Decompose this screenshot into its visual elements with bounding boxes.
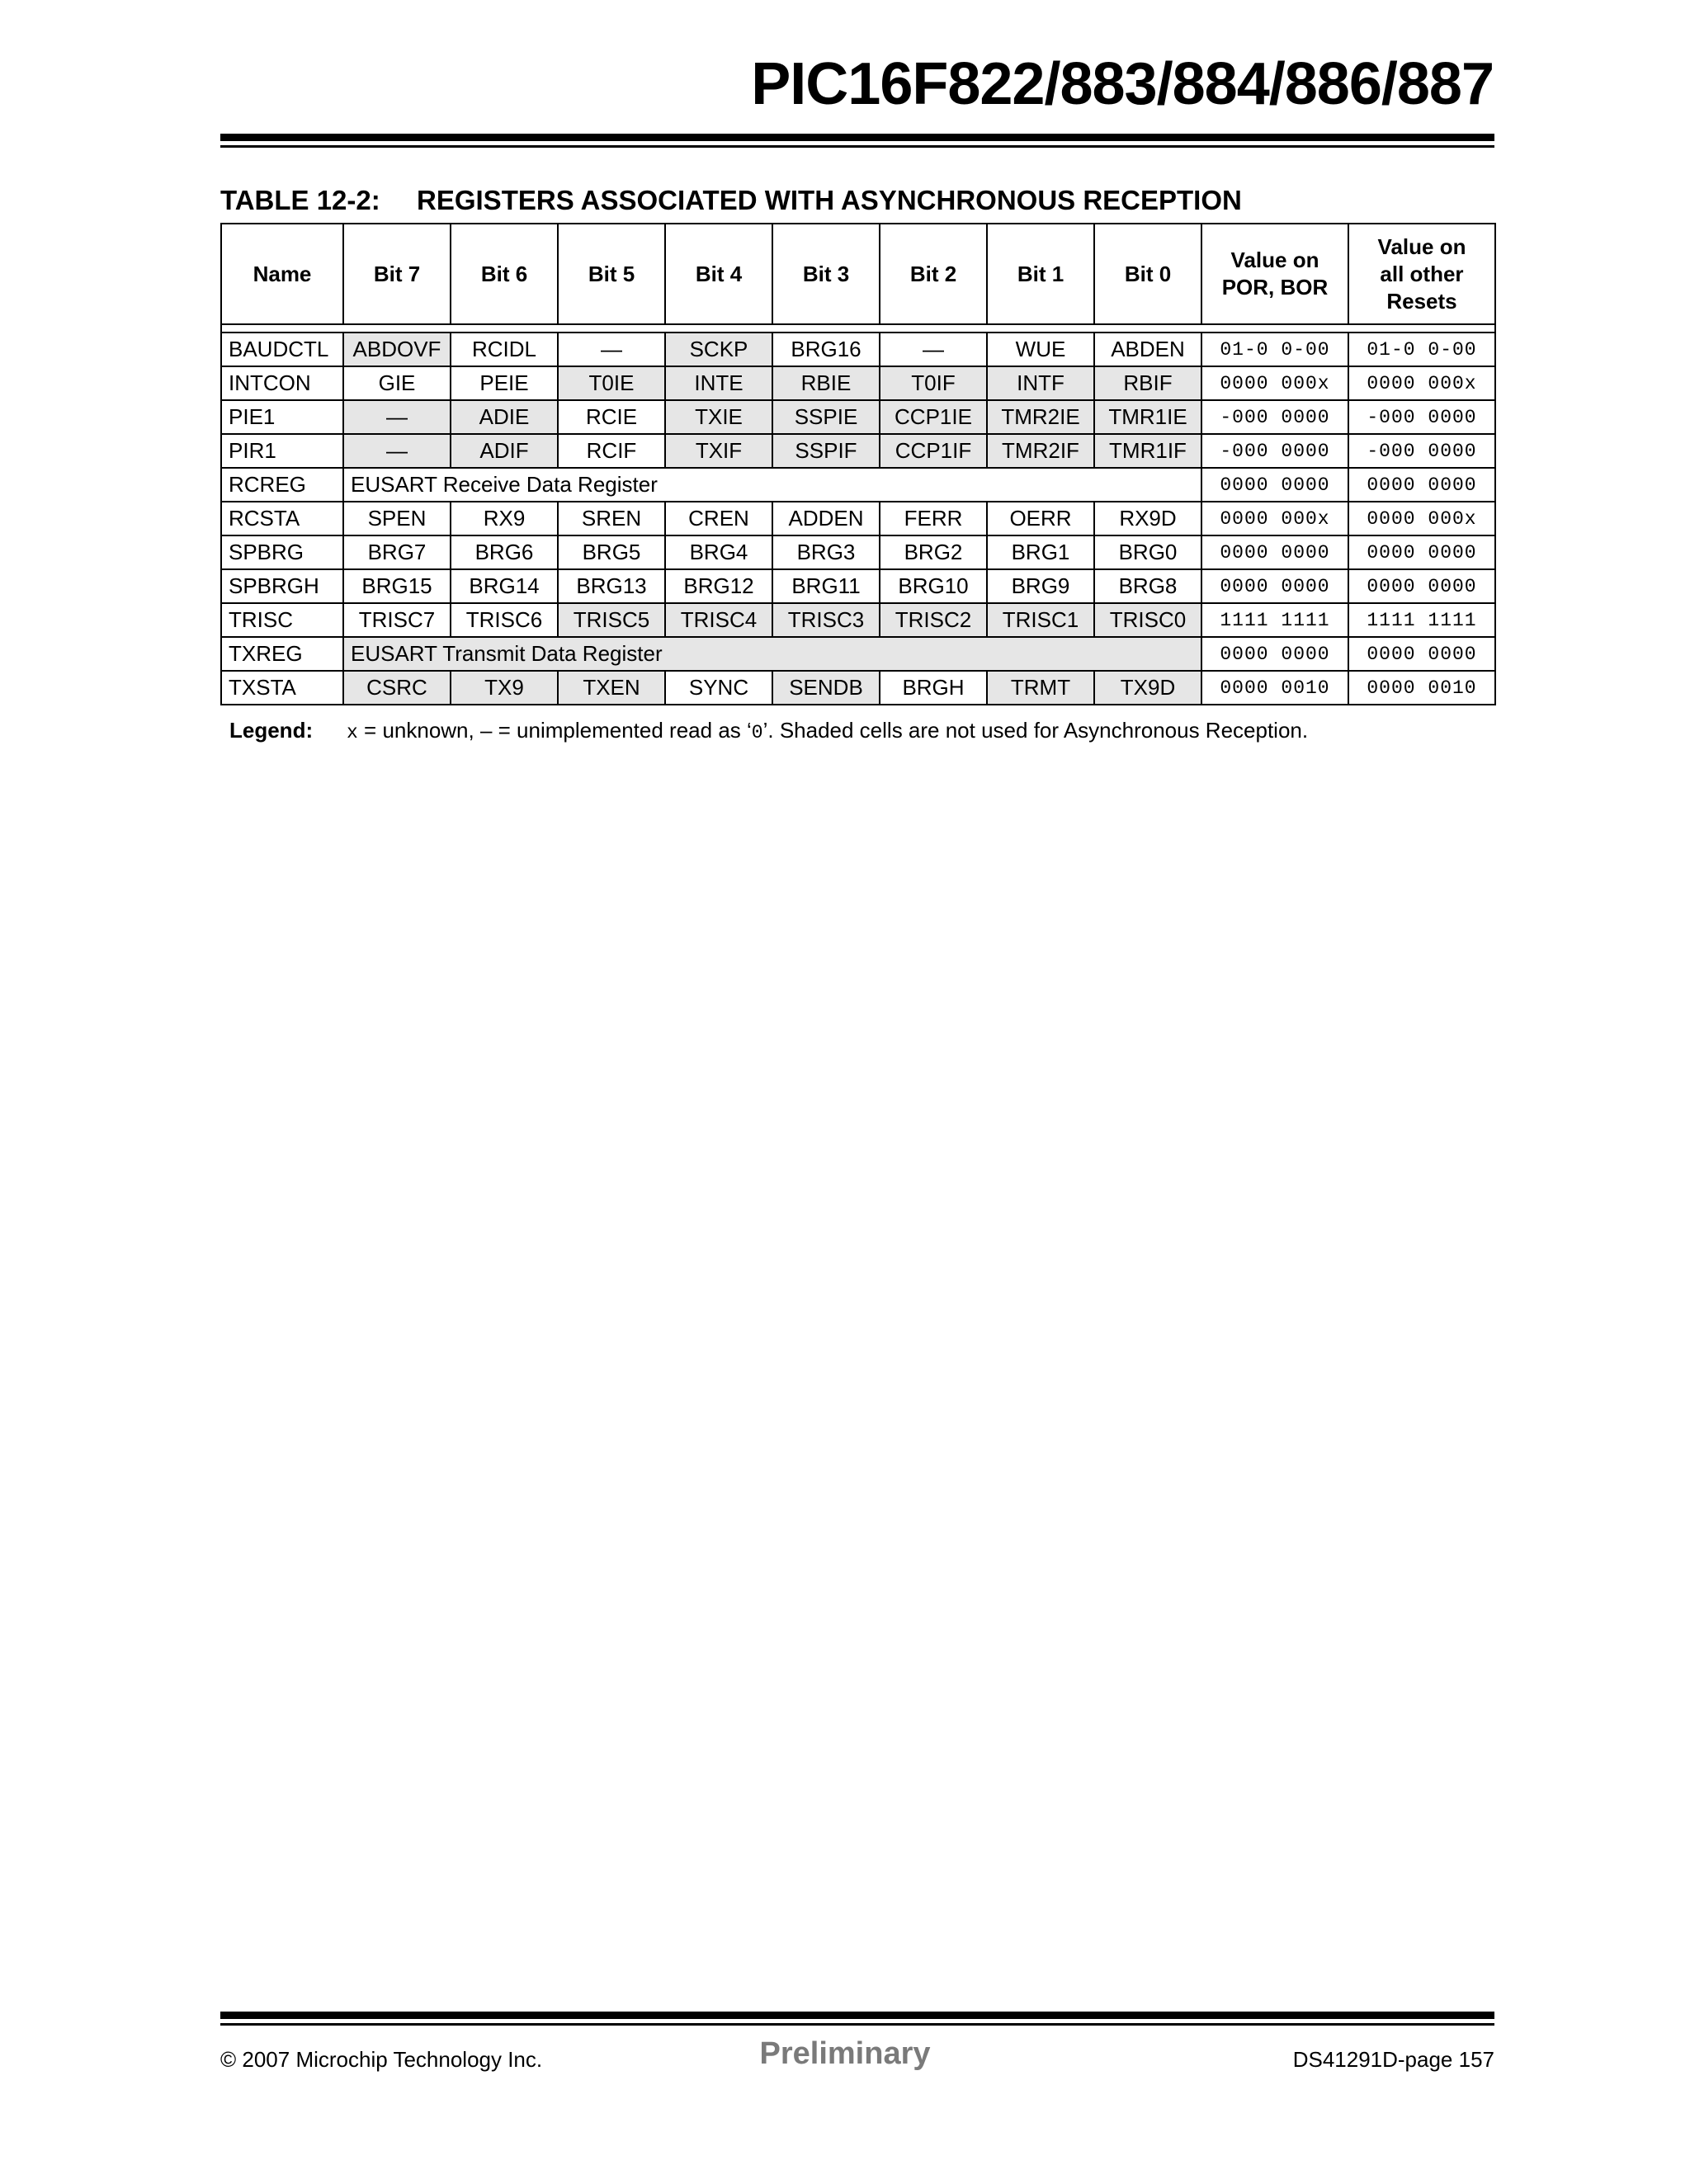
register-name-cell: TXSTA: [221, 671, 343, 705]
other-resets-value-cell: 0000 000x: [1348, 502, 1495, 535]
bit4-cell: BRG4: [665, 535, 772, 569]
register-name-cell: PIE1: [221, 400, 343, 434]
table-row: [221, 468, 1495, 502]
header-por-value: [1201, 224, 1348, 324]
bit5-cell: —: [558, 333, 665, 366]
bit2-cell: BRG10: [880, 569, 987, 603]
por-value-cell: 0000 000x: [1201, 502, 1348, 535]
legend-text-b: ’. Shaded cells are not used for Asynchronous Reception.: [762, 718, 1309, 743]
bit0-cell: BRG0: [1094, 535, 1201, 569]
bit1-cell: OERR: [987, 502, 1094, 535]
bit3-cell: ADDEN: [772, 502, 880, 535]
register-name-cell: RCSTA: [221, 502, 343, 535]
other-resets-value-cell: 0000 000x: [1348, 366, 1495, 400]
register-name-cell: SPBRGH: [221, 569, 343, 603]
register-name-cell: INTCON: [221, 366, 343, 400]
bit2-cell: CCP1IE: [880, 400, 987, 434]
register-description-cell: EUSART Transmit Data Register: [343, 637, 1201, 671]
other-resets-value-cell: -000 0000: [1348, 400, 1495, 434]
bit3-cell: SENDB: [772, 671, 880, 705]
bit7-cell: BRG15: [343, 569, 451, 603]
bit5-cell: T0IE: [558, 366, 665, 400]
header-bit2: Bit 2: [880, 224, 987, 324]
table-row: [221, 333, 1495, 366]
table-row: [221, 569, 1495, 603]
bit0-cell: ABDEN: [1094, 333, 1201, 366]
bit4-cell: TXIF: [665, 434, 772, 468]
header-name: Name: [221, 224, 343, 324]
table-row: [221, 637, 1495, 671]
table-header-row: [221, 224, 1495, 324]
header-rule-thin: [220, 145, 1494, 148]
bit1-cell: BRG9: [987, 569, 1094, 603]
other-resets-value-cell: 0000 0000: [1348, 535, 1495, 569]
bit1-cell: TRISC1: [987, 603, 1094, 637]
header-bit6: Bit 6: [451, 224, 558, 324]
footer-rule-thin: [220, 2023, 1494, 2026]
bit6-cell: BRG6: [451, 535, 558, 569]
header-bit7: Bit 7: [343, 224, 451, 324]
header-bit3: Bit 3: [772, 224, 880, 324]
legend-x-symbol: x: [347, 722, 358, 743]
bit1-cell: WUE: [987, 333, 1094, 366]
bit3-cell: BRG11: [772, 569, 880, 603]
bit2-cell: BRG2: [880, 535, 987, 569]
por-value-cell: 0000 0000: [1201, 569, 1348, 603]
bit5-cell: TXEN: [558, 671, 665, 705]
table-row: [221, 535, 1495, 569]
bit6-cell: ADIF: [451, 434, 558, 468]
table-caption-title: REGISTERS ASSOCIATED WITH ASYNCHRONOUS RECEPTION: [417, 185, 1242, 215]
bit7-cell: —: [343, 400, 451, 434]
bit6-cell: BRG14: [451, 569, 558, 603]
register-name-cell: RCREG: [221, 468, 343, 502]
page-title: PIC16F822/883/884/886/887: [751, 51, 1494, 117]
por-value-cell: 1111 1111: [1201, 603, 1348, 637]
bit6-cell: RX9: [451, 502, 558, 535]
bit2-cell: FERR: [880, 502, 987, 535]
table-caption-number: TABLE 12-2:: [220, 185, 380, 215]
header-bit1: Bit 1: [987, 224, 1094, 324]
bit2-cell: CCP1IF: [880, 434, 987, 468]
bit5-cell: RCIE: [558, 400, 665, 434]
bit7-cell: TRISC7: [343, 603, 451, 637]
table-row: [221, 603, 1495, 637]
table-legend: [229, 718, 1308, 743]
legend-text-a: = unknown, – = unimplemented read as ‘: [357, 718, 752, 743]
header-rule-thick: [220, 134, 1494, 141]
legend-zero-symbol: 0: [751, 722, 763, 743]
bit3-cell: BRG16: [772, 333, 880, 366]
footer-copyright: © 2007 Microchip Technology Inc.: [220, 2047, 543, 2072]
table-row: [221, 400, 1495, 434]
por-value-cell: 0000 0000: [1201, 637, 1348, 671]
legend-label: Legend:: [229, 718, 314, 743]
other-resets-value-cell: -000 0000: [1348, 434, 1495, 468]
footer-status: Preliminary: [759, 2036, 931, 2071]
bit2-cell: —: [880, 333, 987, 366]
por-value-cell: 01-0 0-00: [1201, 333, 1348, 366]
bit4-cell: SCKP: [665, 333, 772, 366]
other-resets-value-cell: 1111 1111: [1348, 603, 1495, 637]
bit6-cell: PEIE: [451, 366, 558, 400]
other-resets-value-cell: 0000 0000: [1348, 637, 1495, 671]
bit6-cell: ADIE: [451, 400, 558, 434]
bit3-cell: SSPIE: [772, 400, 880, 434]
other-resets-value-cell: 0000 0000: [1348, 468, 1495, 502]
bit3-cell: RBIE: [772, 366, 880, 400]
register-name-cell: TXREG: [221, 637, 343, 671]
header-bit5: Bit 5: [558, 224, 665, 324]
bit7-cell: —: [343, 434, 451, 468]
table-caption: [220, 185, 1242, 216]
bit4-cell: BRG12: [665, 569, 772, 603]
bit4-cell: INTE: [665, 366, 772, 400]
header-por-line-2: POR, BOR: [1221, 275, 1329, 300]
bit1-cell: TMR2IE: [987, 400, 1094, 434]
other-resets-value-cell: 0000 0010: [1348, 671, 1495, 705]
register-name-cell: SPBRG: [221, 535, 343, 569]
bit4-cell: TXIE: [665, 400, 772, 434]
bit5-cell: TRISC5: [558, 603, 665, 637]
bit5-cell: SREN: [558, 502, 665, 535]
bit4-cell: TRISC4: [665, 603, 772, 637]
other-resets-value-cell: 01-0 0-00: [1348, 333, 1495, 366]
header-bit0: Bit 0: [1094, 224, 1201, 324]
por-value-cell: -000 0000: [1201, 434, 1348, 468]
bit7-cell: BRG7: [343, 535, 451, 569]
por-value-cell: 0000 0010: [1201, 671, 1348, 705]
bit3-cell: TRISC3: [772, 603, 880, 637]
register-name-cell: TRISC: [221, 603, 343, 637]
footer-page-number: DS41291D-page 157: [1292, 2047, 1494, 2072]
table-row: [221, 671, 1495, 705]
header-other-resets: [1348, 224, 1495, 324]
bit0-cell: RBIF: [1094, 366, 1201, 400]
header-other-line-2: all other: [1380, 261, 1464, 286]
bit3-cell: SSPIF: [772, 434, 880, 468]
bit1-cell: BRG1: [987, 535, 1094, 569]
bit2-cell: TRISC2: [880, 603, 987, 637]
register-name-cell: BAUDCTL: [221, 333, 343, 366]
registers-table-body: [221, 333, 1495, 705]
header-other-line-3: Resets: [1386, 288, 1457, 314]
por-value-cell: 0000 000x: [1201, 366, 1348, 400]
bit0-cell: TMR1IF: [1094, 434, 1201, 468]
bit0-cell: RX9D: [1094, 502, 1201, 535]
footer-rule-thick: [220, 2012, 1494, 2019]
bit2-cell: T0IF: [880, 366, 987, 400]
register-name-cell: PIR1: [221, 434, 343, 468]
table-row: [221, 502, 1495, 535]
bit5-cell: BRG5: [558, 535, 665, 569]
bit5-cell: RCIF: [558, 434, 665, 468]
bit0-cell: TRISC0: [1094, 603, 1201, 637]
table-row: [221, 366, 1495, 400]
table-row: [221, 434, 1495, 468]
bit0-cell: BRG8: [1094, 569, 1201, 603]
por-value-cell: 0000 0000: [1201, 468, 1348, 502]
bit3-cell: BRG3: [772, 535, 880, 569]
bit1-cell: TMR2IF: [987, 434, 1094, 468]
header-other-line-1: Value on: [1377, 233, 1466, 259]
bit4-cell: SYNC: [665, 671, 772, 705]
bit4-cell: CREN: [665, 502, 772, 535]
bit5-cell: BRG13: [558, 569, 665, 603]
por-value-cell: -000 0000: [1201, 400, 1348, 434]
bit1-cell: INTF: [987, 366, 1094, 400]
por-value-cell: 0000 0000: [1201, 535, 1348, 569]
other-resets-value-cell: 0000 0000: [1348, 569, 1495, 603]
bit6-cell: TRISC6: [451, 603, 558, 637]
bit6-cell: TX9: [451, 671, 558, 705]
bit6-cell: RCIDL: [451, 333, 558, 366]
bit0-cell: TMR1IE: [1094, 400, 1201, 434]
bit7-cell: ABDOVF: [343, 333, 451, 366]
header-bit4: Bit 4: [665, 224, 772, 324]
bit7-cell: CSRC: [343, 671, 451, 705]
bit0-cell: TX9D: [1094, 671, 1201, 705]
registers-table: [220, 223, 1496, 705]
bit7-cell: GIE: [343, 366, 451, 400]
bit7-cell: SPEN: [343, 502, 451, 535]
header-separator: [221, 324, 1495, 333]
bit1-cell: TRMT: [987, 671, 1094, 705]
bit2-cell: BRGH: [880, 671, 987, 705]
header-por-line-1: Value on: [1230, 248, 1319, 272]
register-description-cell: EUSART Receive Data Register: [343, 468, 1201, 502]
